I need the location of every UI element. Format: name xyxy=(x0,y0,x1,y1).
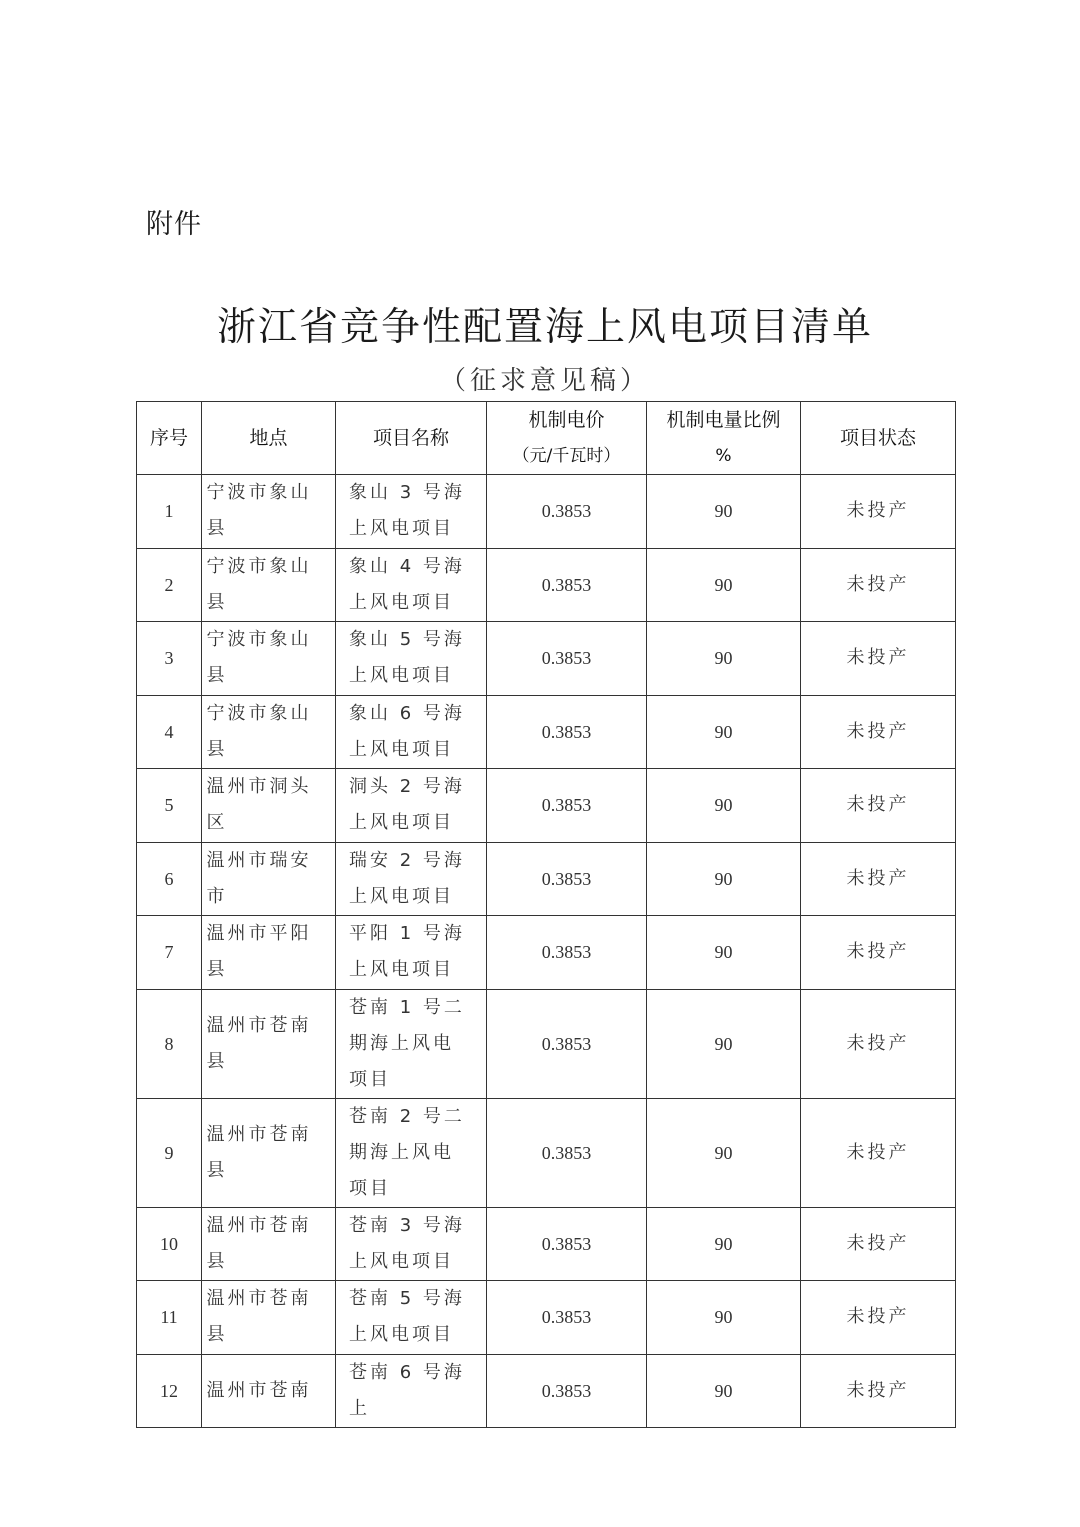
row-location: 温州市苍南县 xyxy=(206,1123,312,1181)
row-ratio: 90 xyxy=(647,1207,801,1281)
row-project-name: 苍南 6 号海上 xyxy=(349,1361,465,1419)
row-location-cell xyxy=(202,695,336,769)
row-ratio: 90 xyxy=(647,695,801,769)
row-price: 0.3853 xyxy=(487,1354,647,1427)
row-project-name-cell xyxy=(336,1098,487,1207)
row-project-name: 瑞安 2 号海上风电项目 xyxy=(349,849,465,907)
row-location: 宁波市象山县 xyxy=(206,702,312,760)
row-location-cell xyxy=(202,548,336,622)
row-project-name-cell xyxy=(336,916,487,990)
row-project-name: 苍南 1 号二期海上风电项目 xyxy=(349,996,465,1090)
row-status: 未投产 xyxy=(801,989,956,1098)
row-ratio: 90 xyxy=(647,842,801,916)
table-row xyxy=(137,769,956,843)
row-project-name-cell xyxy=(336,695,487,769)
row-ratio: 90 xyxy=(647,475,801,549)
row-status: 未投产 xyxy=(801,916,956,990)
row-status: 未投产 xyxy=(801,1098,956,1207)
row-location: 宁波市象山县 xyxy=(206,629,312,687)
header-ratio-label: 机制电量比例 xyxy=(666,409,781,431)
row-location: 温州市苍南县 xyxy=(206,1214,312,1272)
row-project-name: 象山 6 号海上风电项目 xyxy=(349,702,465,760)
row-status: 未投产 xyxy=(801,842,956,916)
row-index: 5 xyxy=(137,769,202,843)
row-index: 8 xyxy=(137,989,202,1098)
row-ratio: 90 xyxy=(647,1354,801,1427)
row-location-cell xyxy=(202,1098,336,1207)
row-ratio: 90 xyxy=(647,769,801,843)
row-project-name-cell xyxy=(336,548,487,622)
table-row xyxy=(137,1098,956,1207)
row-index: 12 xyxy=(137,1354,202,1427)
row-index: 10 xyxy=(137,1207,202,1281)
row-status: 未投产 xyxy=(801,1281,956,1355)
row-status: 未投产 xyxy=(801,695,956,769)
row-price: 0.3853 xyxy=(487,769,647,843)
row-project-name: 象山 3 号海上风电项目 xyxy=(349,482,465,540)
header-location: 地点 xyxy=(202,402,336,475)
row-project-name-cell xyxy=(336,769,487,843)
row-location: 温州市苍南县 xyxy=(206,1014,312,1072)
row-location-cell xyxy=(202,622,336,696)
row-location-cell xyxy=(202,916,336,990)
row-project-name: 象山 4 号海上风电项目 xyxy=(349,555,465,613)
row-location: 温州市洞头区 xyxy=(206,776,312,834)
table-header-row xyxy=(137,402,956,475)
header-price-unit: （元/千瓦时） xyxy=(512,446,621,466)
header-index: 序号 xyxy=(137,402,202,475)
table-row xyxy=(137,1281,956,1355)
attachment-label: 附件 xyxy=(146,209,202,240)
table-row xyxy=(137,695,956,769)
row-project-name: 象山 5 号海上风电项目 xyxy=(349,629,465,687)
row-price: 0.3853 xyxy=(487,1281,647,1355)
row-location-cell xyxy=(202,1354,336,1427)
row-status: 未投产 xyxy=(801,1207,956,1281)
row-project-name-cell xyxy=(336,1207,487,1281)
row-index: 4 xyxy=(137,695,202,769)
row-ratio: 90 xyxy=(647,1281,801,1355)
row-index: 11 xyxy=(137,1281,202,1355)
row-index: 6 xyxy=(137,842,202,916)
header-status: 项目状态 xyxy=(801,402,956,475)
row-price: 0.3853 xyxy=(487,989,647,1098)
row-location-cell xyxy=(202,1207,336,1281)
header-ratio xyxy=(647,402,801,475)
row-location: 温州市平阳县 xyxy=(206,923,312,981)
row-price: 0.3853 xyxy=(487,1207,647,1281)
table-row xyxy=(137,842,956,916)
row-location: 温州市苍南县 xyxy=(206,1288,312,1346)
row-location-cell xyxy=(202,769,336,843)
row-location-cell xyxy=(202,475,336,549)
row-project-name-cell xyxy=(336,475,487,549)
document-subtitle: （征求意见稿） xyxy=(439,366,650,396)
row-price: 0.3853 xyxy=(487,548,647,622)
table-row xyxy=(137,622,956,696)
row-ratio: 90 xyxy=(647,622,801,696)
header-ratio-unit: % xyxy=(715,446,732,466)
header-price-label: 机制电价 xyxy=(528,409,605,431)
header-price xyxy=(487,402,647,475)
row-project-name-cell xyxy=(336,622,487,696)
row-project-name: 苍南 3 号海上风电项目 xyxy=(349,1214,465,1272)
row-location-cell xyxy=(202,1281,336,1355)
table-row xyxy=(137,1207,956,1281)
row-price: 0.3853 xyxy=(487,475,647,549)
row-price: 0.3853 xyxy=(487,916,647,990)
row-project-name-cell xyxy=(336,1354,487,1427)
row-ratio: 90 xyxy=(647,989,801,1098)
row-status: 未投产 xyxy=(801,769,956,843)
row-project-name: 洞头 2 号海上风电项目 xyxy=(349,776,465,834)
row-index: 3 xyxy=(137,622,202,696)
row-ratio: 90 xyxy=(647,1098,801,1207)
row-location: 宁波市象山县 xyxy=(206,482,312,540)
row-project-name-cell xyxy=(336,842,487,916)
row-index: 7 xyxy=(137,916,202,990)
table-row xyxy=(137,475,956,549)
row-status: 未投产 xyxy=(801,475,956,549)
row-price: 0.3853 xyxy=(487,622,647,696)
row-ratio: 90 xyxy=(647,916,801,990)
row-index: 2 xyxy=(137,548,202,622)
row-location: 宁波市象山县 xyxy=(206,555,312,613)
table-row xyxy=(137,989,956,1098)
row-project-name: 平阳 1 号海上风电项目 xyxy=(349,923,465,981)
row-price: 0.3853 xyxy=(487,695,647,769)
row-status: 未投产 xyxy=(801,1354,956,1427)
row-project-name-cell xyxy=(336,1281,487,1355)
row-project-name: 苍南 5 号海上风电项目 xyxy=(349,1288,465,1346)
table-row xyxy=(137,548,956,622)
row-ratio: 90 xyxy=(647,548,801,622)
row-index: 1 xyxy=(137,475,202,549)
table-row xyxy=(137,1354,956,1427)
row-location-cell xyxy=(202,989,336,1098)
row-location-cell xyxy=(202,842,336,916)
row-price: 0.3853 xyxy=(487,842,647,916)
project-table xyxy=(136,401,956,1428)
header-project-name: 项目名称 xyxy=(336,402,487,475)
row-price: 0.3853 xyxy=(487,1098,647,1207)
row-project-name-cell xyxy=(336,989,487,1098)
row-status: 未投产 xyxy=(801,622,956,696)
row-project-name: 苍南 2 号二期海上风电项目 xyxy=(349,1105,465,1199)
row-status: 未投产 xyxy=(801,548,956,622)
table-row xyxy=(137,916,956,990)
document-title: 浙江省竞争性配置海上风电项目清单 xyxy=(216,305,873,350)
row-location: 温州市瑞安市 xyxy=(206,849,312,907)
row-location: 温州市苍南 xyxy=(206,1379,312,1401)
row-index: 9 xyxy=(137,1098,202,1207)
